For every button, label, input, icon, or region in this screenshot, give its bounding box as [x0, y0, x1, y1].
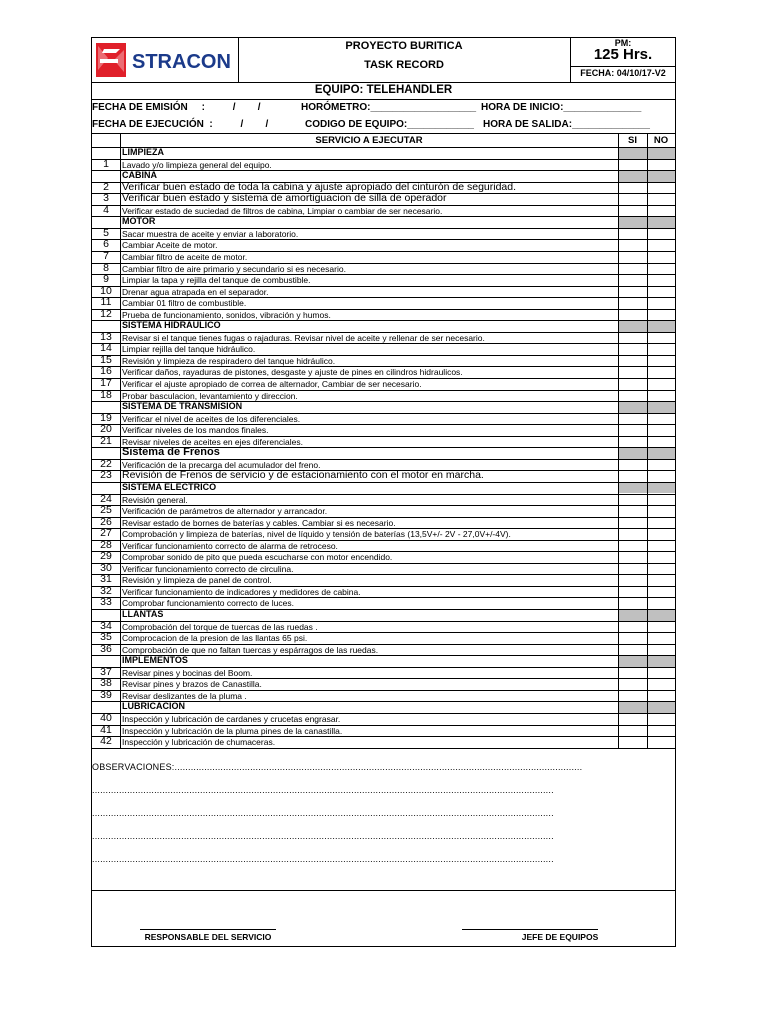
no-column-header: NO: [653, 135, 669, 146]
shaded-cell: [648, 148, 675, 159]
item-description: Limpiar la tapa y rejilla del tanque de combustible.: [122, 275, 311, 286]
item-description: Revisar pines y brazos de Canastilla.: [122, 679, 262, 690]
stracon-logo-icon: [92, 38, 238, 82]
table-row: [92, 563, 675, 575]
item-number: 14: [100, 342, 112, 355]
no-checkbox[interactable]: [647, 574, 675, 586]
item-number: 32: [100, 584, 112, 597]
observation-line[interactable]: ...........................................................................................................................................................................: [92, 830, 554, 841]
no-checkbox[interactable]: [647, 263, 675, 275]
item-description: Verificación de parámetros de alternador y arrancador.: [122, 506, 328, 517]
table-row: [92, 286, 675, 298]
record-title: TASK RECORD: [364, 59, 444, 71]
item-description: Revisión de Frenos de servicio y de estacionamiento con el motor en marcha.: [122, 469, 484, 482]
no-checkbox[interactable]: [647, 413, 675, 425]
table-row: [92, 644, 675, 656]
si-checkbox[interactable]: [618, 182, 647, 194]
item-number: 6: [103, 238, 109, 251]
item-number: 20: [100, 423, 112, 436]
no-checkbox[interactable]: [647, 355, 675, 367]
table-row: [92, 251, 675, 263]
si-checkbox[interactable]: [618, 228, 647, 240]
equipment-title: EQUIPO: TELEHANDLER: [314, 84, 453, 96]
no-checkbox[interactable]: [647, 251, 675, 263]
item-number: 2: [103, 180, 109, 193]
si-checkbox[interactable]: [618, 274, 647, 286]
item-description: Sacar muestra de aceite y enviar a laboratorio.: [122, 228, 299, 239]
table-row: [92, 239, 675, 251]
category-row: [92, 482, 675, 494]
item-number: 10: [100, 284, 112, 297]
table-row: [92, 528, 675, 540]
item-number: 17: [100, 377, 112, 389]
item-description: Probar basculacion, levantamiento y direccion.: [122, 390, 298, 401]
fecha-ejecucion-field[interactable]: FECHA DE EJECUCIÓN : / /: [92, 119, 269, 130]
si-checkbox[interactable]: [618, 239, 647, 251]
item-number: 33: [100, 596, 112, 609]
si-checkbox[interactable]: [618, 690, 647, 702]
item-description: Comprobación de que no faltan tuercas y espárragos de las ruedas.: [122, 644, 379, 655]
table-row: [92, 390, 675, 402]
si-checkbox[interactable]: [618, 263, 647, 275]
table-row: [92, 678, 675, 690]
no-checkbox[interactable]: [647, 286, 675, 298]
si-checkbox[interactable]: [618, 632, 647, 644]
si-checkbox[interactable]: [618, 309, 647, 321]
no-checkbox[interactable]: [647, 494, 675, 506]
item-number: 41: [100, 723, 112, 736]
shaded-cell: [648, 483, 675, 494]
category-label: SISTEMA DE TRANSMISION: [122, 401, 243, 412]
category-row: [92, 320, 675, 332]
no-checkbox[interactable]: [647, 667, 675, 679]
table-row: [92, 205, 675, 217]
hora-salida-field[interactable]: HORA DE SALIDA:______________: [483, 119, 650, 130]
table-row: [92, 713, 675, 725]
category-row: [92, 701, 675, 713]
table-row: [92, 355, 675, 367]
table-row: [92, 551, 675, 563]
item-number: 11: [100, 296, 112, 309]
item-number: 24: [100, 492, 112, 505]
service-column-header: SERVICIO A EJECUTAR: [315, 135, 423, 146]
si-checkbox[interactable]: [618, 505, 647, 517]
category-label: SISTEMA HIDRAULICO: [122, 320, 221, 331]
shaded-cell: [619, 656, 647, 667]
item-description: Verificar niveles de los mandos finales.: [122, 425, 269, 436]
si-checkbox[interactable]: [618, 343, 647, 355]
si-checkbox[interactable]: [618, 378, 647, 390]
shaded-cell: [648, 171, 675, 182]
category-row: [92, 147, 675, 159]
item-description: Prueba de funcionamiento, sonidos, vibración y humos.: [122, 309, 331, 320]
si-checkbox[interactable]: [618, 517, 647, 529]
table-row: [92, 424, 675, 436]
no-checkbox[interactable]: [647, 725, 675, 737]
si-checkbox[interactable]: [618, 459, 647, 471]
item-number: 19: [100, 411, 112, 424]
item-description: Verificar estado de suciedad de filtros de cabina, Limpiar o cambiar de ser necesario.: [122, 205, 443, 216]
si-checkbox[interactable]: [618, 725, 647, 737]
item-description: Cambiar 01 filtro de combustible.: [122, 298, 247, 309]
table-row: [92, 690, 675, 702]
item-number: 16: [100, 365, 112, 378]
table-row: [92, 263, 675, 275]
table-row: [92, 494, 675, 506]
item-number: 35: [100, 631, 112, 644]
table-row: [92, 274, 675, 286]
si-checkbox[interactable]: [618, 332, 647, 344]
item-number: 27: [100, 527, 112, 540]
no-checkbox[interactable]: [647, 632, 675, 644]
table-row: [92, 632, 675, 644]
item-description: Lavado y/o limpieza general del equipo.: [122, 159, 272, 170]
item-number: 30: [100, 561, 112, 574]
item-description: Verificar buen estado de toda la cabina y ajuste apropiado del cinturón de seguridad.: [122, 180, 517, 193]
table-row: [92, 332, 675, 344]
si-checkbox[interactable]: [618, 436, 647, 448]
si-checkbox[interactable]: [618, 597, 647, 609]
company-logo: [92, 38, 238, 82]
category-row: [92, 655, 675, 667]
item-description: Revisar si el tanque tienes fugas o rajaduras. Revisar nivel de aceite y rellenar de ser necesario.: [122, 332, 485, 343]
si-checkbox[interactable]: [618, 551, 647, 563]
fecha-emision-field[interactable]: FECHA DE EMISIÓN : / /: [92, 102, 261, 113]
category-label: LUBRICACION: [122, 701, 185, 712]
item-description: Comprocacion de la presion de las llantas 65 psi.: [122, 633, 308, 644]
si-checkbox[interactable]: [618, 159, 647, 171]
si-checkbox[interactable]: [618, 205, 647, 217]
table-row: [92, 470, 675, 482]
item-number: 26: [100, 515, 112, 528]
item-number: 1: [103, 157, 109, 170]
category-label: Sistema de Frenos: [122, 446, 220, 459]
item-description: Verificar buen estado y sistema de amortiguacion de silla de operador: [122, 192, 447, 205]
shaded-cell: [648, 656, 675, 667]
item-number: 22: [100, 457, 112, 470]
category-row: [92, 401, 675, 413]
item-number: 28: [100, 538, 112, 551]
item-number: 31: [100, 573, 112, 586]
item-description: Verificar funcionamiento correcto de alarma de retroceso.: [122, 540, 338, 551]
si-checkbox[interactable]: [618, 413, 647, 425]
shaded-cell: [619, 702, 647, 713]
table-row: [92, 597, 675, 609]
item-description: Drenar agua atrapada en el separador.: [122, 286, 269, 297]
table-row: [92, 378, 675, 390]
si-checkbox[interactable]: [618, 251, 647, 263]
shaded-cell: [619, 171, 647, 182]
category-row: [92, 216, 675, 228]
item-description: Comprobación del torque de tuercas de las ruedas .: [122, 621, 318, 632]
item-number: 40: [100, 711, 112, 724]
shaded-cell: [619, 610, 647, 621]
no-checkbox[interactable]: [647, 528, 675, 540]
item-number: 9: [103, 273, 109, 286]
category-label: CABINA: [122, 170, 157, 181]
no-checkbox[interactable]: [647, 205, 675, 217]
item-description: Verificar funcionamiento correcto de circulina.: [122, 563, 294, 574]
table-row: [92, 736, 675, 748]
category-label: SISTEMA ELECTRICO: [122, 481, 217, 492]
revision-date: FECHA: 04/10/17-V2: [580, 68, 666, 78]
item-description: Revisar pines y bocinas del Boom.: [122, 667, 253, 678]
shaded-cell: [619, 217, 647, 228]
hora-inicio-field[interactable]: HORA DE INICIO:______________: [481, 102, 642, 113]
table-row: [92, 193, 675, 205]
no-checkbox[interactable]: [647, 332, 675, 344]
item-number: 29: [100, 550, 112, 563]
no-checkbox[interactable]: [647, 586, 675, 598]
item-number: 13: [100, 330, 112, 343]
codigo-equipo-field[interactable]: CODIGO DE EQUIPO:____________: [305, 119, 474, 130]
item-description: Inspección y lubricación de la pluma pines de la canastilla.: [122, 725, 343, 736]
item-description: Verificar daños, rayaduras de pistones, desgaste y ajuste de pines en cilindros hidraulicos.: [122, 367, 463, 378]
item-description: Inspección y lubricación de chumaceras.: [122, 737, 276, 748]
si-checkbox[interactable]: [618, 390, 647, 402]
si-checkbox[interactable]: [618, 355, 647, 367]
no-checkbox[interactable]: [647, 343, 675, 355]
item-number: 18: [100, 388, 112, 401]
item-number: 4: [103, 203, 109, 216]
category-label: LIMPIEZA: [122, 147, 164, 157]
category-label: MOTOR: [122, 216, 156, 227]
shaded-cell: [648, 702, 675, 713]
no-checkbox[interactable]: [647, 563, 675, 575]
item-description: Verificar el nivel de aceites de los diferenciales.: [122, 413, 301, 424]
no-checkbox[interactable]: [647, 239, 675, 251]
item-description: Verificar el ajuste apropiado de correa de alternador, Cambiar de ser necesario.: [122, 379, 422, 389]
item-number: 38: [100, 677, 112, 690]
table-row: [92, 621, 675, 633]
table-row: [92, 574, 675, 586]
table-row: [92, 159, 675, 171]
si-checkbox[interactable]: [618, 286, 647, 298]
item-number: 15: [100, 353, 112, 366]
no-checkbox[interactable]: [647, 644, 675, 656]
item-description: Revisión general.: [122, 494, 188, 505]
no-checkbox[interactable]: [647, 517, 675, 529]
si-checkbox[interactable]: [618, 574, 647, 586]
no-checkbox[interactable]: [647, 309, 675, 321]
no-checkbox[interactable]: [647, 274, 675, 286]
horometro-field[interactable]: HORÓMETRO:___________________: [301, 102, 477, 113]
no-checkbox[interactable]: [647, 505, 675, 517]
table-row: [92, 297, 675, 309]
table-row: [92, 366, 675, 378]
si-checkbox[interactable]: [618, 424, 647, 436]
item-number: 12: [100, 307, 112, 320]
item-number: 3: [103, 192, 109, 205]
no-checkbox[interactable]: [647, 459, 675, 471]
item-number: 34: [100, 619, 112, 632]
shaded-cell: [619, 148, 647, 159]
item-description: Revisar niveles de aceites en ejes diferenciales.: [122, 436, 303, 447]
no-checkbox[interactable]: [647, 540, 675, 552]
si-checkbox[interactable]: [618, 528, 647, 540]
si-column-header: SI: [628, 135, 637, 146]
no-checkbox[interactable]: [647, 678, 675, 690]
table-row: [92, 586, 675, 598]
item-number: 21: [100, 434, 112, 447]
item-description: Inspección y lubricación de cardanes y crucetas engrasar.: [122, 713, 341, 724]
table-row: [92, 505, 675, 517]
signature-responsable: RESPONSABLE DEL SERVICIO: [144, 932, 272, 942]
no-checkbox[interactable]: [647, 297, 675, 309]
si-checkbox[interactable]: [618, 494, 647, 506]
no-checkbox[interactable]: [647, 436, 675, 448]
si-checkbox[interactable]: [618, 586, 647, 598]
logo-wordmark: STRACON: [132, 51, 231, 73]
shaded-cell: [619, 321, 647, 332]
no-checkbox[interactable]: [647, 424, 675, 436]
no-checkbox[interactable]: [647, 597, 675, 609]
task-record-sheet: [91, 37, 676, 947]
si-checkbox[interactable]: [618, 621, 647, 633]
signature-jefe: JEFE DE EQUIPOS: [521, 932, 599, 942]
shaded-cell: [648, 402, 675, 413]
table-row: [92, 228, 675, 240]
no-checkbox[interactable]: [647, 193, 675, 205]
no-checkbox[interactable]: [647, 159, 675, 171]
item-number: 7: [103, 249, 109, 262]
category-label: IMPLEMENTOS: [122, 655, 188, 666]
shaded-cell: [619, 448, 647, 459]
pm-label: PM:: [614, 38, 632, 48]
item-number: 23: [100, 469, 112, 482]
item-description: Revisar estado de bornes de baterías y cables. Cambiar si es necesario.: [122, 517, 396, 528]
si-checkbox[interactable]: [618, 193, 647, 205]
project-name: PROYECTO BURITICA: [345, 40, 463, 52]
pm-value: 125 Hrs.: [593, 46, 653, 63]
no-checkbox[interactable]: [647, 390, 675, 402]
item-description: Revisión y limpieza de panel de control.: [122, 575, 272, 586]
item-number: 39: [100, 688, 112, 701]
no-checkbox[interactable]: [647, 228, 675, 240]
item-description: Cambiar filtro de aire primario y secundario si es necesario.: [122, 263, 346, 274]
item-number: 36: [100, 642, 112, 655]
item-description: Comprobar funcionamiento correcto de luces.: [122, 598, 294, 609]
table-row: [92, 725, 675, 737]
table-row: [92, 517, 675, 529]
item-description: Revisión y limpieza de respiradero del tanque hidráulico.: [122, 355, 336, 366]
item-description: Cambiar filtro de aceite de motor.: [122, 251, 248, 262]
item-number: 8: [103, 261, 109, 274]
shaded-cell: [648, 610, 675, 621]
item-number: 37: [100, 665, 112, 678]
item-description: Verificar funcionamiento de indicadores y medidores de cabina.: [122, 586, 361, 597]
category-row: [92, 447, 675, 459]
observation-line[interactable]: ...........................................................................................................................................................................: [92, 807, 554, 818]
item-number: 42: [100, 735, 112, 748]
no-checkbox[interactable]: [647, 551, 675, 563]
si-checkbox[interactable]: [618, 563, 647, 575]
shaded-cell: [648, 448, 675, 459]
no-checkbox[interactable]: [647, 713, 675, 725]
observation-line[interactable]: ...........................................................................................................................................................................: [92, 784, 554, 795]
no-checkbox[interactable]: [647, 690, 675, 702]
no-checkbox[interactable]: [647, 378, 675, 390]
si-checkbox[interactable]: [618, 297, 647, 309]
item-description: Verificación de la precarga del acumulador del freno.: [122, 459, 321, 470]
item-number: 5: [103, 226, 109, 239]
observation-line[interactable]: ...........................................................................................................................................................................: [92, 853, 554, 864]
no-checkbox[interactable]: [647, 182, 675, 194]
item-number: 25: [100, 504, 112, 517]
no-checkbox[interactable]: [647, 470, 675, 482]
observations-label[interactable]: OBSERVACIONES:.......................................................................................................................................................: [92, 761, 583, 772]
shaded-cell: [648, 321, 675, 332]
item-description: Cambiar Aceite de motor.: [122, 240, 218, 251]
si-checkbox[interactable]: [618, 713, 647, 725]
no-checkbox[interactable]: [647, 736, 675, 748]
table-row: [92, 667, 675, 679]
item-description: Comprobar sonido de pito que pueda escucharse con motor encendido.: [122, 552, 393, 563]
no-checkbox[interactable]: [647, 621, 675, 633]
shaded-cell: [648, 217, 675, 228]
item-description: Revisar deslizantes de la pluma .: [122, 690, 247, 701]
si-checkbox[interactable]: [618, 470, 647, 482]
category-label: LLANTAS: [122, 609, 164, 619]
item-description: Comprobación y limpieza de baterías, nivel de líquido y tensión de baterías (13,5V+/- 2V - 27,0V+/-4V).: [122, 529, 511, 540]
item-description: Limpiar rejilla del tanque hidráulico.: [122, 344, 256, 355]
table-row: [92, 309, 675, 321]
si-checkbox[interactable]: [618, 644, 647, 656]
si-checkbox[interactable]: [618, 540, 647, 552]
shaded-cell: [619, 402, 647, 413]
shaded-cell: [619, 483, 647, 494]
table-row: [92, 413, 675, 425]
si-checkbox[interactable]: [618, 736, 647, 748]
si-checkbox[interactable]: [618, 678, 647, 690]
si-checkbox[interactable]: [618, 366, 647, 378]
table-row: [92, 540, 675, 552]
table-row: [92, 343, 675, 355]
si-checkbox[interactable]: [618, 667, 647, 679]
no-checkbox[interactable]: [647, 366, 675, 378]
category-row: [92, 609, 675, 621]
